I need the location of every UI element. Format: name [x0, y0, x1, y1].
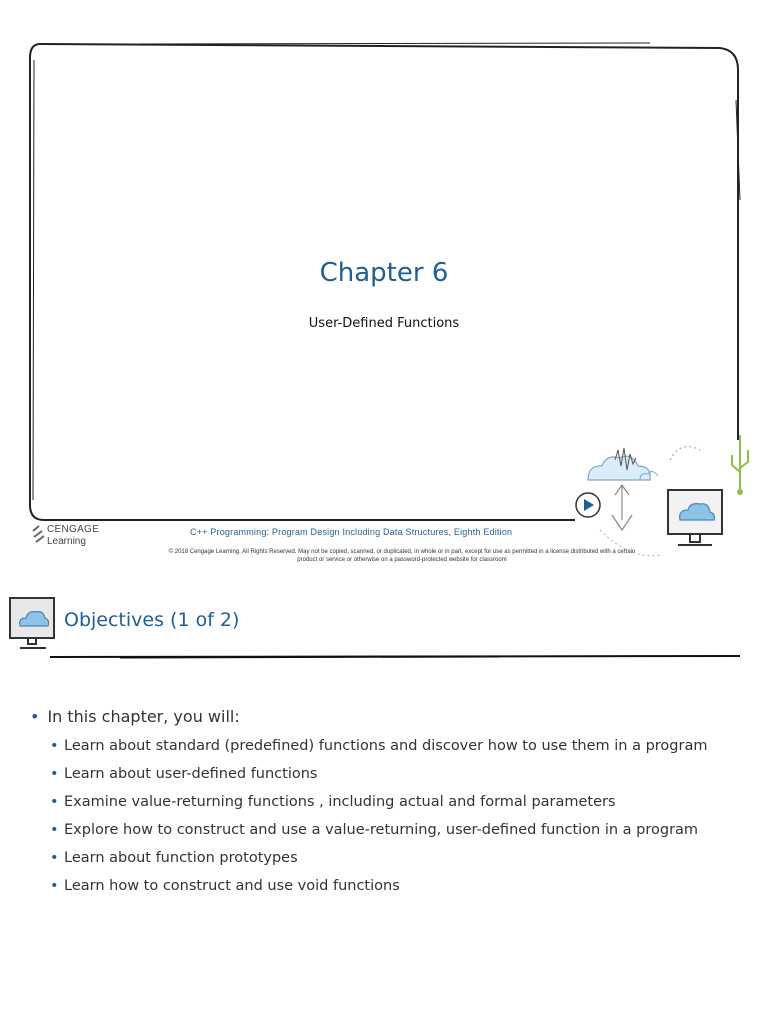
cloud-monitor-icon [8, 596, 60, 654]
cloud-monitor-icon [668, 490, 722, 545]
objectives-list [50, 736, 730, 904]
list-item: • Learn about standard (predefined) functions and discover how to use them in a program [50, 738, 708, 754]
list-item: • Learn about user-defined functions [50, 766, 318, 782]
publisher-name: CENGAGE [47, 524, 100, 535]
title-divider [0, 650, 768, 664]
book-title: C++ Programming: Program Design Including Data Structures, Eighth Edition [190, 527, 513, 537]
intro-bullet [30, 707, 240, 726]
list-item: • Learn about function prototypes [50, 850, 298, 866]
list-item: • Explore how to construct and use a value-returning, user-defined function in a program [50, 822, 699, 838]
publisher-sub: Learning [47, 536, 86, 547]
intro-text: In this chapter, you will: [47, 707, 240, 726]
chapter-subtitle: User-Defined Functions [308, 316, 460, 331]
bullet-dot: • [30, 707, 40, 726]
copyright-line-2: product or service or otherwise on a password-protected website for classroom [297, 557, 507, 563]
tech-sketch-illustration [560, 420, 765, 565]
list-item: • Learn how to construct and use void functions [50, 878, 400, 894]
chapter-title: Chapter 6 [319, 258, 449, 288]
copyright-line-1: © 2018 Cengage Learning. All Rights Reserved. May not be copied, scanned, or duplicated, in whole or in part, except for use as permitted in a license distributed with a certain [168, 549, 636, 555]
list-item: • Examine value-returning functions , including actual and formal parameters [50, 794, 616, 810]
play-icon [576, 493, 600, 517]
usb-icon [732, 435, 748, 495]
objectives-title: Objectives (1 of 2) [64, 609, 240, 631]
cloud-sketch-icon [588, 447, 700, 480]
